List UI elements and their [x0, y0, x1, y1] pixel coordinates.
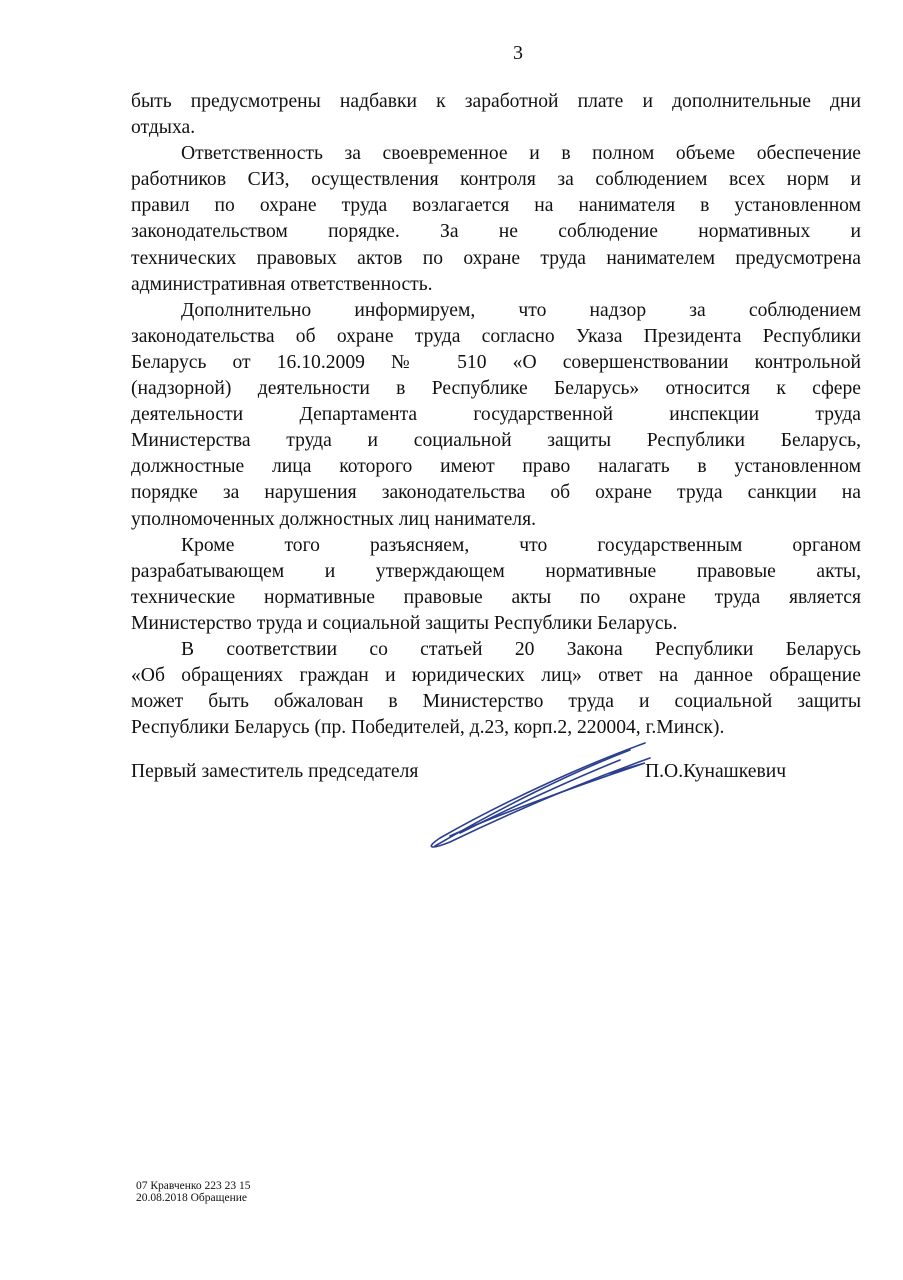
text-line: правил по охране труда возлагается на нанимателя в установленном — [131, 195, 861, 217]
footer-date: 20.08.2018 Обращение — [136, 1192, 248, 1204]
page-number: 3 — [513, 42, 523, 64]
signatory-position: Первый заместитель председателя — [131, 761, 419, 782]
handwritten-signature — [420, 738, 660, 853]
text-line: Дополнительно информируем, что надзор за соблюдением — [181, 299, 861, 321]
text-line: деятельности Департамента государственной инспекции труда — [131, 404, 861, 426]
signatory-name: П.О.Кунашкевич — [645, 761, 787, 782]
text-line: Ответственность за своевременное и в полном объеме обеспечение — [181, 143, 861, 165]
footer-executor: 07 Кравченко 223 23 15 — [136, 1180, 251, 1192]
text-line: должностные лица которого имеют право налагать в установленном — [131, 456, 861, 478]
text-line: быть предусмотрены надбавки к заработной плате и дополнительные дни — [131, 91, 861, 112]
text-line: законодательства об охране труда согласно Указа Президента Республики — [131, 325, 861, 347]
text-line: отдыха. — [131, 117, 196, 139]
text-line: Министерство труда и социальной защиты Республики Беларусь. — [131, 612, 678, 634]
text-line: Республики Беларусь (пр. Победителей, д.23, корп.2, 220004, г.Минск). — [131, 717, 725, 739]
text-line: Министерства труда и социальной защиты Республики Беларусь, — [131, 430, 861, 452]
footer-note — [136, 1180, 251, 1204]
text-line: порядке за нарушения законодательства об охране труда санкции на — [131, 482, 861, 504]
text-line: Беларусь от 16.10.2009 № 510 «О совершенствовании контрольной — [131, 351, 861, 373]
text-line: В соответствии со статьей 20 Закона Республики Беларусь — [181, 638, 861, 660]
text-line: «Об обращениях граждан и юридических лиц» ответ на данное обращение — [131, 665, 861, 687]
text-line: разрабатывающем и утверждающем нормативные правовые акты, — [131, 560, 861, 582]
text-line: законодательством порядке. За не соблюдение нормативных и — [131, 221, 861, 243]
text-line: административная ответственность. — [131, 273, 433, 295]
text-line: Кроме того разъясняем, что государственным органом — [181, 534, 861, 556]
text-line: технических правовых актов по охране труда нанимателем предусмотрена — [131, 247, 861, 269]
letter-body — [131, 89, 861, 741]
text-line: может быть обжалован в Министерство труда и социальной защиты — [131, 691, 861, 713]
text-line: технические нормативные правовые акты по охране труда является — [131, 586, 861, 608]
text-line: (надзорной) деятельности в Республике Беларусь» относится к сфере — [131, 378, 861, 400]
text-line: работников СИЗ, осуществления контроля за соблюдением всех норм и — [131, 169, 861, 191]
text-line: уполномоченных должностных лиц нанимателя. — [131, 508, 536, 530]
